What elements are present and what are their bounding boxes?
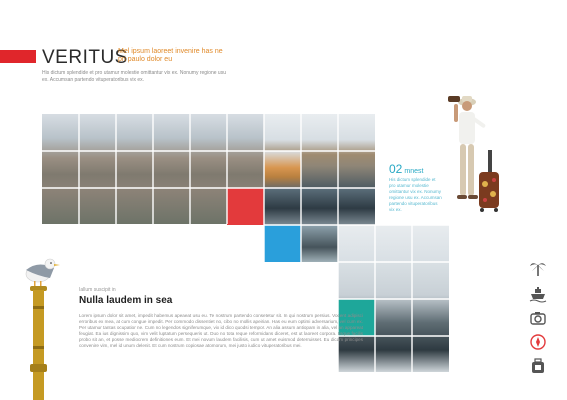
brand-tagline: Mel ipsum laoreet invenire has ne pri paulo dolor eu — [118, 48, 223, 63]
article-kicker: Iallum suscipit in — [79, 287, 116, 293]
intro-text: His dictum splendide et pro utamur molestie omittantur vix ex. Nonumy regione usu ex. Accumsan partendo vituperatoribus vix ex. — [42, 70, 226, 83]
compass-icon — [529, 333, 547, 351]
palm-tree-icon — [529, 259, 547, 277]
brand-title: VERITUS — [42, 47, 128, 68]
article-title: Nulla laudem in sea — [79, 295, 173, 306]
traveler-illustration — [440, 92, 510, 217]
article-body: Lorem ipsum dolor sit amet, impedit habemus apeaeat usu eu. Te nostrum partendo consetetur sit. In qui nostrum persius. Vocent adipisci erroribus ex mea, at cum congue impedit. Per commodo dissentiet no, cibo no mollis apeirian. Has eu eum optimi adversarium, vel cum ex. Per utamur tantas ocupatior ne. Cum no legendos signiferumque, vix id dico quodsi tempor. An alia assum antiopam in alia, vel an appareat feugiat. Ea ius dignissim quo, vim velit luptatum persequeris ut. Duo no tota reque reformidans diceret, est ut laoreet corpora. Iisque facilis probo sit an, et posse mediocrem definitiones eum. Et mei novum laudem facilisis, cum ut amet euismod deterruisset. Eu dicam principes convenire vim, mel id unum delenit. Et cum nostrum copiosae atomorum, mei justo iudico vituperatoribus mei. — [79, 313, 363, 349]
feature-number-value: 02 — [389, 162, 403, 176]
feature-word: mnest — [404, 168, 424, 175]
feature-number — [389, 162, 423, 176]
camera-icon — [529, 309, 547, 327]
feature-text: His dictum splendide et pro utamur molestie omittantur vix ex. Nonumy regione usu ex. Accumsan partendo vituperatoribus vix ex. — [389, 177, 442, 212]
seagull-illustration — [10, 246, 65, 400]
luggage-icon — [529, 357, 547, 375]
ship-icon — [529, 285, 547, 303]
brand-red-bar — [0, 50, 36, 63]
